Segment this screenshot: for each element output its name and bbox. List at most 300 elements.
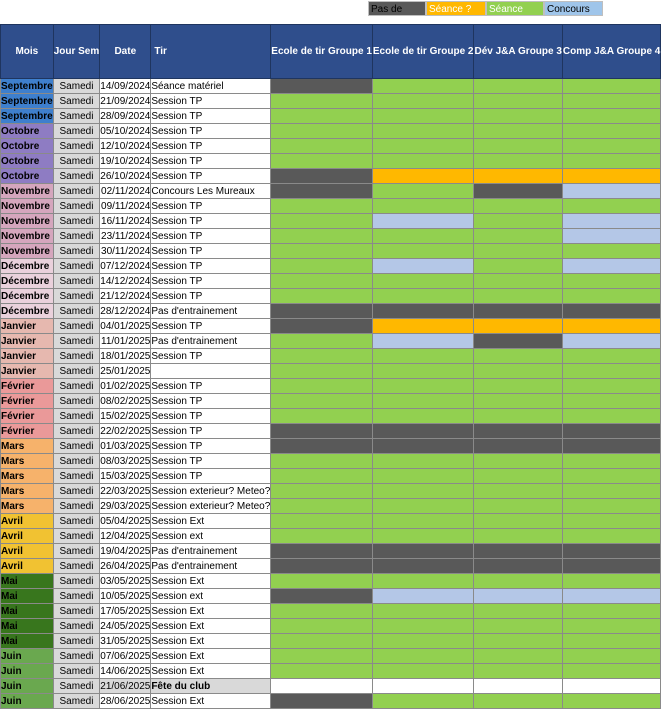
cell-mois[interactable]: Janvier <box>1 319 54 334</box>
cell-groupe-3[interactable] <box>474 79 562 94</box>
cell-groupe-2[interactable] <box>372 454 474 469</box>
cell-date[interactable]: 25/01/2025 <box>100 365 151 377</box>
cell-mois[interactable]: Mars <box>1 469 54 484</box>
cell-jour[interactable]: Samedi <box>53 439 100 454</box>
cell-mois[interactable]: Avril <box>1 529 54 544</box>
cell-groupe-3[interactable] <box>474 604 562 619</box>
cell-groupe-4[interactable] <box>562 379 660 394</box>
cell-groupe-3[interactable] <box>474 619 562 634</box>
cell-jour[interactable]: Samedi <box>53 664 100 679</box>
cell-groupe-3[interactable] <box>474 154 562 169</box>
cell-groupe-3[interactable] <box>474 364 562 379</box>
cell-date[interactable]: 29/03/2025 <box>100 500 151 512</box>
cell-groupe-2[interactable] <box>372 274 474 289</box>
cell-groupe-2[interactable] <box>372 514 474 529</box>
cell-groupe-1[interactable] <box>271 484 373 499</box>
cell-groupe-4[interactable] <box>562 154 660 169</box>
cell-mois[interactable]: Décembre <box>1 289 54 304</box>
cell-tir[interactable]: Session TP <box>151 439 271 454</box>
cell-groupe-1[interactable] <box>271 544 373 559</box>
cell-mois[interactable]: Mai <box>1 604 54 619</box>
cell-tir[interactable]: Pas d'entrainement <box>151 304 271 319</box>
cell-groupe-4[interactable] <box>562 79 660 94</box>
header-groupe-1[interactable]: Ecole de tir Groupe 1 <box>271 25 373 79</box>
cell-groupe-1[interactable] <box>271 664 373 679</box>
cell-groupe-4[interactable] <box>562 499 660 514</box>
cell-tir[interactable]: Session exterieur? Meteo? <box>151 500 271 512</box>
cell-groupe-2[interactable] <box>372 649 474 664</box>
cell-groupe-2[interactable] <box>372 589 474 604</box>
cell-mois[interactable]: Mars <box>1 454 54 469</box>
cell-date[interactable]: 23/11/2024 <box>101 230 151 242</box>
cell-tir[interactable]: Session Ext <box>151 574 271 589</box>
cell-groupe-4[interactable] <box>562 394 660 409</box>
cell-groupe-4[interactable] <box>562 334 660 349</box>
cell-groupe-1[interactable] <box>271 79 373 94</box>
cell-groupe-4[interactable] <box>562 469 660 484</box>
cell-date[interactable]: 24/05/2025 <box>100 620 151 632</box>
cell-groupe-3[interactable] <box>474 244 562 259</box>
cell-tir[interactable]: Session TP <box>151 424 271 439</box>
cell-groupe-1[interactable] <box>271 394 373 409</box>
cell-groupe-1[interactable] <box>271 679 373 694</box>
cell-date[interactable]: 22/02/2025 <box>100 425 151 437</box>
cell-date[interactable]: 18/01/2025 <box>100 350 151 362</box>
cell-jour[interactable]: Samedi <box>53 694 100 709</box>
cell-date[interactable]: 01/03/2025 <box>100 440 151 452</box>
cell-jour[interactable]: Samedi <box>53 79 100 94</box>
cell-groupe-2[interactable] <box>372 184 474 199</box>
cell-jour[interactable]: Samedi <box>53 184 100 199</box>
cell-groupe-4[interactable] <box>562 319 660 334</box>
cell-groupe-4[interactable] <box>562 454 660 469</box>
cell-tir[interactable]: Session Ext <box>151 619 271 634</box>
cell-groupe-2[interactable] <box>372 169 474 184</box>
cell-jour[interactable]: Samedi <box>53 394 100 409</box>
cell-groupe-4[interactable] <box>562 199 660 214</box>
cell-groupe-4[interactable] <box>562 559 660 574</box>
cell-mois[interactable]: Octobre <box>1 124 54 139</box>
cell-tir[interactable]: Session TP <box>151 124 271 139</box>
cell-jour[interactable]: Samedi <box>53 499 100 514</box>
cell-groupe-1[interactable] <box>271 289 373 304</box>
cell-groupe-2[interactable] <box>372 349 474 364</box>
cell-jour[interactable]: Samedi <box>53 379 100 394</box>
cell-date[interactable]: 14/09/2024 <box>100 80 151 92</box>
cell-groupe-2[interactable] <box>372 394 474 409</box>
cell-date[interactable]: 08/03/2025 <box>100 455 151 467</box>
cell-groupe-3[interactable] <box>474 649 562 664</box>
cell-groupe-2[interactable] <box>372 409 474 424</box>
cell-groupe-3[interactable] <box>474 469 562 484</box>
cell-groupe-1[interactable] <box>271 469 373 484</box>
cell-tir[interactable]: Session TP <box>151 454 271 469</box>
cell-groupe-4[interactable] <box>562 214 660 229</box>
cell-mois[interactable]: Octobre <box>1 139 54 154</box>
header-groupe-3[interactable]: Dév J&A Groupe 3 <box>474 25 562 79</box>
cell-date[interactable]: 12/04/2025 <box>100 530 151 542</box>
cell-groupe-4[interactable] <box>562 649 660 664</box>
cell-date[interactable]: 02/11/2024 <box>101 185 151 197</box>
cell-groupe-4[interactable] <box>562 484 660 499</box>
cell-jour[interactable]: Samedi <box>53 94 100 109</box>
cell-date[interactable]: 26/10/2024 <box>100 170 151 182</box>
cell-groupe-4[interactable] <box>562 109 660 124</box>
cell-date[interactable]: 28/12/2024 <box>100 305 151 317</box>
cell-mois[interactable]: Septembre <box>1 110 53 122</box>
cell-jour[interactable]: Samedi <box>53 484 100 499</box>
cell-groupe-2[interactable] <box>372 154 474 169</box>
cell-groupe-4[interactable] <box>562 439 660 454</box>
header-date[interactable]: Date <box>100 25 151 79</box>
cell-date[interactable]: 31/05/2025 <box>100 635 151 647</box>
cell-groupe-1[interactable] <box>271 319 373 334</box>
cell-groupe-2[interactable] <box>372 94 474 109</box>
cell-groupe-3[interactable] <box>474 529 562 544</box>
cell-date[interactable]: 26/04/2025 <box>100 560 151 572</box>
cell-date[interactable]: 17/05/2025 <box>100 605 151 617</box>
cell-jour[interactable]: Samedi <box>53 469 100 484</box>
cell-groupe-2[interactable] <box>372 379 474 394</box>
cell-groupe-3[interactable] <box>474 424 562 439</box>
cell-groupe-2[interactable] <box>372 199 474 214</box>
cell-groupe-1[interactable] <box>271 379 373 394</box>
cell-groupe-2[interactable] <box>372 574 474 589</box>
cell-tir[interactable]: Session Ext <box>151 604 271 619</box>
cell-groupe-4[interactable] <box>562 124 660 139</box>
cell-tir[interactable]: Session Ext <box>151 664 271 679</box>
cell-groupe-2[interactable] <box>372 334 474 349</box>
cell-mois[interactable]: Mars <box>1 439 54 454</box>
cell-date[interactable]: 19/04/2025 <box>100 545 151 557</box>
cell-groupe-1[interactable] <box>271 154 373 169</box>
cell-groupe-4[interactable] <box>562 94 660 109</box>
cell-groupe-2[interactable] <box>372 694 474 709</box>
cell-groupe-4[interactable] <box>562 274 660 289</box>
cell-date[interactable]: 01/02/2025 <box>100 380 151 392</box>
cell-groupe-4[interactable] <box>562 244 660 259</box>
cell-groupe-3[interactable] <box>474 94 562 109</box>
cell-tir[interactable]: Session Ext <box>151 694 271 709</box>
cell-mois[interactable]: Novembre <box>1 199 54 214</box>
cell-groupe-3[interactable] <box>474 379 562 394</box>
cell-groupe-1[interactable] <box>271 304 373 319</box>
cell-groupe-2[interactable] <box>372 439 474 454</box>
cell-tir[interactable]: Session exterieur? Meteo? <box>151 485 271 497</box>
cell-jour[interactable]: Samedi <box>53 559 100 574</box>
cell-groupe-4[interactable] <box>562 169 660 184</box>
cell-groupe-3[interactable] <box>474 214 562 229</box>
cell-tir[interactable]: Session TP <box>151 379 271 394</box>
cell-groupe-1[interactable] <box>271 694 373 709</box>
cell-jour[interactable]: Samedi <box>53 289 100 304</box>
cell-groupe-3[interactable] <box>474 109 562 124</box>
cell-date[interactable]: 21/09/2024 <box>100 95 151 107</box>
cell-groupe-3[interactable] <box>474 544 562 559</box>
cell-groupe-4[interactable] <box>562 304 660 319</box>
cell-mois[interactable]: Avril <box>1 544 54 559</box>
cell-groupe-3[interactable] <box>474 334 562 349</box>
cell-groupe-3[interactable] <box>474 679 562 694</box>
cell-mois[interactable]: Mai <box>1 589 54 604</box>
cell-groupe-3[interactable] <box>474 409 562 424</box>
cell-jour[interactable]: Samedi <box>53 124 100 139</box>
cell-tir[interactable]: Pas d'entrainement <box>151 334 271 349</box>
cell-date[interactable]: 07/12/2024 <box>100 260 151 272</box>
cell-groupe-2[interactable] <box>372 619 474 634</box>
cell-groupe-1[interactable] <box>271 499 373 514</box>
cell-jour[interactable]: Samedi <box>53 529 100 544</box>
cell-mois[interactable]: Juin <box>1 694 54 709</box>
cell-groupe-4[interactable] <box>562 679 660 694</box>
cell-mois[interactable]: Avril <box>1 559 54 574</box>
cell-mois[interactable]: Octobre <box>1 154 54 169</box>
cell-jour[interactable]: Samedi <box>53 304 100 319</box>
cell-groupe-2[interactable] <box>372 469 474 484</box>
cell-jour[interactable]: Samedi <box>53 604 100 619</box>
cell-tir[interactable]: Session TP <box>151 244 271 259</box>
cell-groupe-3[interactable] <box>474 454 562 469</box>
cell-groupe-1[interactable] <box>271 454 373 469</box>
cell-date[interactable]: 09/11/2024 <box>101 200 151 212</box>
cell-groupe-1[interactable] <box>271 409 373 424</box>
cell-groupe-3[interactable] <box>474 139 562 154</box>
cell-groupe-2[interactable] <box>372 139 474 154</box>
cell-tir[interactable]: Session TP <box>151 349 271 364</box>
cell-jour[interactable]: Samedi <box>53 169 100 184</box>
cell-jour[interactable]: Samedi <box>53 574 100 589</box>
cell-tir[interactable]: Session TP <box>151 319 271 334</box>
cell-groupe-3[interactable] <box>474 439 562 454</box>
cell-groupe-1[interactable] <box>271 529 373 544</box>
cell-mois[interactable]: Novembre <box>1 184 54 199</box>
cell-date[interactable]: 28/06/2025 <box>100 695 151 707</box>
cell-groupe-3[interactable] <box>474 304 562 319</box>
cell-groupe-3[interactable] <box>474 694 562 709</box>
cell-groupe-4[interactable] <box>562 544 660 559</box>
cell-tir[interactable]: Session TP <box>151 229 271 244</box>
cell-tir[interactable] <box>151 364 271 379</box>
cell-date[interactable]: 21/06/2025 <box>100 680 151 692</box>
cell-groupe-2[interactable] <box>372 214 474 229</box>
cell-groupe-1[interactable] <box>271 439 373 454</box>
cell-groupe-2[interactable] <box>372 244 474 259</box>
cell-mois[interactable]: Mars <box>1 499 54 514</box>
cell-tir[interactable]: Session TP <box>151 274 271 289</box>
cell-groupe-2[interactable] <box>372 499 474 514</box>
cell-tir[interactable]: Session ext <box>151 589 271 604</box>
cell-groupe-4[interactable] <box>562 139 660 154</box>
cell-mois[interactable]: Avril <box>1 514 54 529</box>
cell-date[interactable]: 22/03/2025 <box>100 485 151 497</box>
cell-groupe-4[interactable] <box>562 589 660 604</box>
cell-tir[interactable]: Session ext <box>151 529 271 544</box>
cell-mois[interactable]: Mai <box>1 574 54 589</box>
cell-mois[interactable]: Octobre <box>1 169 54 184</box>
cell-groupe-2[interactable] <box>372 604 474 619</box>
cell-mois[interactable]: Novembre <box>1 214 54 229</box>
cell-jour[interactable]: Samedi <box>53 634 100 649</box>
cell-date[interactable]: 07/06/2025 <box>100 650 151 662</box>
cell-groupe-1[interactable] <box>271 259 373 274</box>
cell-groupe-2[interactable] <box>372 229 474 244</box>
cell-groupe-2[interactable] <box>372 559 474 574</box>
cell-groupe-4[interactable] <box>562 229 660 244</box>
cell-groupe-1[interactable] <box>271 364 373 379</box>
cell-jour[interactable]: Samedi <box>53 544 100 559</box>
cell-groupe-3[interactable] <box>474 229 562 244</box>
cell-groupe-2[interactable] <box>372 664 474 679</box>
cell-tir[interactable]: Concours Les Mureaux <box>151 184 271 199</box>
cell-tir[interactable]: Session TP <box>151 409 271 424</box>
cell-jour[interactable]: Samedi <box>53 139 100 154</box>
cell-groupe-4[interactable] <box>562 184 660 199</box>
cell-groupe-1[interactable] <box>271 604 373 619</box>
header-jour-sem[interactable]: Jour Sem <box>53 25 100 79</box>
cell-jour[interactable]: Samedi <box>53 454 100 469</box>
cell-groupe-3[interactable] <box>474 559 562 574</box>
cell-date[interactable]: 19/10/2024 <box>100 155 151 167</box>
cell-groupe-1[interactable] <box>271 619 373 634</box>
cell-groupe-1[interactable] <box>271 274 373 289</box>
cell-date[interactable]: 21/12/2024 <box>100 290 151 302</box>
cell-tir[interactable]: Fête du club <box>151 679 271 694</box>
cell-tir[interactable]: Session TP <box>151 94 271 109</box>
cell-tir[interactable]: Session Ext <box>151 649 271 664</box>
cell-tir[interactable]: Session TP <box>151 469 271 484</box>
cell-groupe-2[interactable] <box>372 679 474 694</box>
cell-groupe-4[interactable] <box>562 259 660 274</box>
cell-groupe-3[interactable] <box>474 349 562 364</box>
cell-groupe-1[interactable] <box>271 349 373 364</box>
cell-mois[interactable]: Décembre <box>1 274 54 289</box>
cell-groupe-3[interactable] <box>474 574 562 589</box>
cell-groupe-2[interactable] <box>372 484 474 499</box>
cell-groupe-3[interactable] <box>474 289 562 304</box>
header-groupe-4[interactable]: Comp J&A Groupe 4 <box>562 25 660 79</box>
cell-mois[interactable]: Septembre <box>1 95 53 107</box>
cell-jour[interactable]: Samedi <box>53 319 100 334</box>
cell-jour[interactable]: Samedi <box>53 364 100 379</box>
cell-groupe-2[interactable] <box>372 424 474 439</box>
cell-tir[interactable]: Session TP <box>151 289 271 304</box>
cell-tir[interactable]: Session TP <box>151 169 271 184</box>
cell-groupe-4[interactable] <box>562 529 660 544</box>
cell-tir[interactable]: Pas d'entrainement <box>151 559 271 574</box>
cell-mois[interactable]: Mai <box>1 619 54 634</box>
cell-tir[interactable]: Session Ext <box>151 634 271 649</box>
cell-groupe-1[interactable] <box>271 169 373 184</box>
cell-groupe-4[interactable] <box>562 514 660 529</box>
cell-jour[interactable]: Samedi <box>53 244 100 259</box>
cell-mois[interactable]: Janvier <box>1 364 54 379</box>
cell-groupe-4[interactable] <box>562 424 660 439</box>
cell-mois[interactable]: Décembre <box>1 304 54 319</box>
cell-tir[interactable]: Session TP <box>151 109 271 124</box>
cell-groupe-1[interactable] <box>271 244 373 259</box>
cell-groupe-2[interactable] <box>372 529 474 544</box>
cell-groupe-2[interactable] <box>372 364 474 379</box>
cell-date[interactable]: 12/10/2024 <box>100 140 151 152</box>
cell-groupe-3[interactable] <box>474 184 562 199</box>
cell-jour[interactable]: Samedi <box>53 649 100 664</box>
cell-tir[interactable]: Session TP <box>151 214 271 229</box>
cell-groupe-1[interactable] <box>271 229 373 244</box>
cell-groupe-1[interactable] <box>271 124 373 139</box>
cell-groupe-2[interactable] <box>372 289 474 304</box>
cell-groupe-3[interactable] <box>474 274 562 289</box>
cell-groupe-4[interactable] <box>562 349 660 364</box>
cell-groupe-2[interactable] <box>372 304 474 319</box>
cell-jour[interactable]: Samedi <box>53 109 100 124</box>
cell-tir[interactable]: Session TP <box>151 139 271 154</box>
cell-date[interactable]: 16/11/2024 <box>101 215 151 227</box>
cell-groupe-1[interactable] <box>271 559 373 574</box>
cell-groupe-1[interactable] <box>271 214 373 229</box>
cell-groupe-1[interactable] <box>271 199 373 214</box>
cell-date[interactable]: 15/02/2025 <box>100 410 151 422</box>
cell-date[interactable]: 14/06/2025 <box>100 665 151 677</box>
cell-groupe-2[interactable] <box>372 259 474 274</box>
cell-tir[interactable]: Session TP <box>151 394 271 409</box>
cell-groupe-1[interactable] <box>271 649 373 664</box>
cell-groupe-3[interactable] <box>474 484 562 499</box>
cell-mois[interactable]: Septembre <box>1 80 53 92</box>
cell-groupe-4[interactable] <box>562 289 660 304</box>
cell-mois[interactable]: Février <box>1 379 54 394</box>
cell-tir[interactable]: Session TP <box>151 259 271 274</box>
cell-groupe-1[interactable] <box>271 514 373 529</box>
cell-jour[interactable]: Samedi <box>53 514 100 529</box>
cell-date[interactable]: 10/05/2025 <box>100 590 151 602</box>
cell-jour[interactable]: Samedi <box>53 214 100 229</box>
cell-jour[interactable]: Samedi <box>53 589 100 604</box>
cell-groupe-4[interactable] <box>562 694 660 709</box>
cell-groupe-2[interactable] <box>372 109 474 124</box>
cell-groupe-3[interactable] <box>474 319 562 334</box>
cell-groupe-3[interactable] <box>474 124 562 139</box>
cell-groupe-1[interactable] <box>271 589 373 604</box>
cell-jour[interactable]: Samedi <box>53 679 100 694</box>
header-groupe-2[interactable]: Ecole de tir Groupe 2 <box>372 25 474 79</box>
cell-date[interactable]: 05/04/2025 <box>100 515 151 527</box>
cell-jour[interactable]: Samedi <box>53 274 100 289</box>
cell-jour[interactable]: Samedi <box>53 229 100 244</box>
cell-date[interactable]: 30/11/2024 <box>101 245 151 257</box>
cell-groupe-4[interactable] <box>562 409 660 424</box>
cell-groupe-4[interactable] <box>562 619 660 634</box>
cell-jour[interactable]: Samedi <box>53 199 100 214</box>
cell-groupe-2[interactable] <box>372 124 474 139</box>
cell-groupe-3[interactable] <box>474 664 562 679</box>
cell-jour[interactable]: Samedi <box>53 334 100 349</box>
cell-mois[interactable]: Février <box>1 424 54 439</box>
cell-mois[interactable]: Février <box>1 394 54 409</box>
cell-groupe-4[interactable] <box>562 634 660 649</box>
cell-mois[interactable]: Mai <box>1 634 54 649</box>
cell-jour[interactable]: Samedi <box>53 409 100 424</box>
cell-groupe-2[interactable] <box>372 79 474 94</box>
cell-mois[interactable]: Février <box>1 409 54 424</box>
cell-mois[interactable]: Juin <box>1 679 54 694</box>
cell-mois[interactable]: Décembre <box>1 259 54 274</box>
cell-tir[interactable]: Session TP <box>151 154 271 169</box>
cell-groupe-4[interactable] <box>562 664 660 679</box>
cell-groupe-3[interactable] <box>474 499 562 514</box>
cell-groupe-1[interactable] <box>271 139 373 154</box>
header-mois[interactable]: Mois <box>1 25 54 79</box>
cell-groupe-3[interactable] <box>474 589 562 604</box>
